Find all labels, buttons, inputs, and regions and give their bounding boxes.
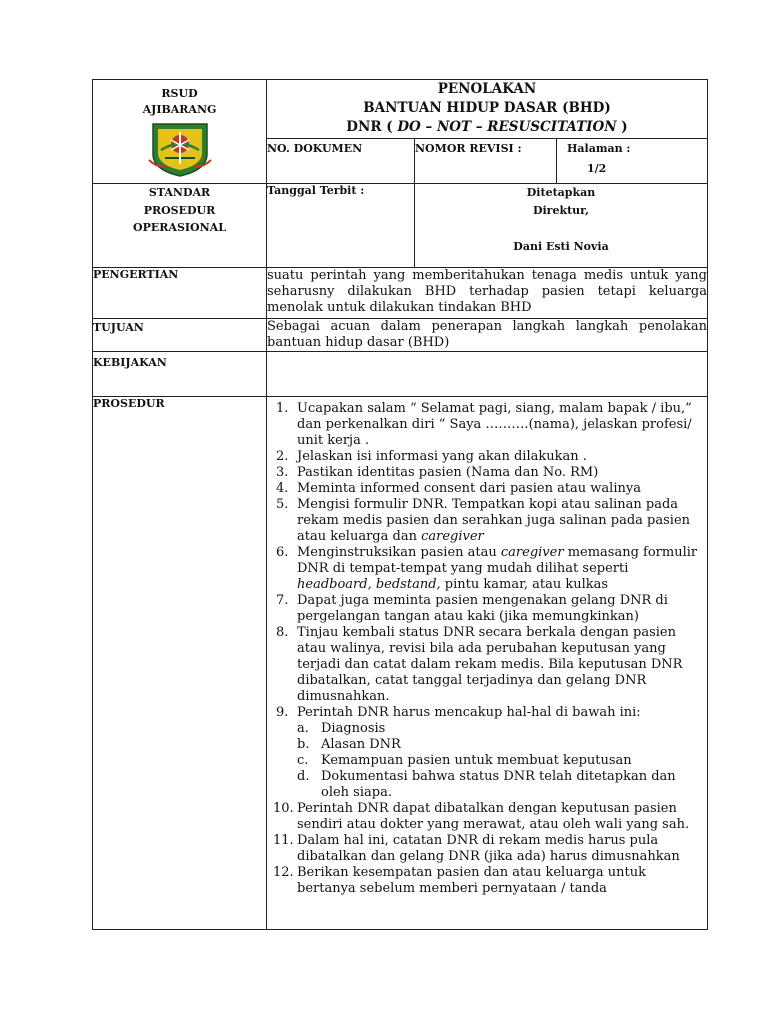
list-item: 11. Dalam hal ini, catatan DNR di rekam medis harus pula dibatalkan dan gelang DNR (jika ada) harus dimusnahkan (273, 833, 680, 864)
tanggal-terbit-label: Tanggal Terbit : (267, 184, 365, 197)
sop-label-line2: PROSEDUR (143, 203, 216, 217)
sublist-item: b. Alasan DNR (297, 737, 401, 752)
nomor-revisi-cell (415, 138, 557, 183)
prosedur-cell (267, 397, 708, 930)
hospital-cell (93, 80, 267, 184)
title-line1: PENOLAKAN (437, 81, 537, 97)
tujuan-label: TUJUAN (93, 319, 267, 352)
list-item: 5. Mengisi formulir DNR. Tempatkan kopi atau salinan pada rekam medis pasien dan serahkan juga salinan pada pasien atau keluarga dan caregiver (276, 497, 691, 544)
list-item: 10. Perintah DNR dapat dibatalkan dengan keputusan pasien sendiri atau dokter yang merawat, atau oleh wali yang sah. (273, 801, 690, 832)
list-item: 12. Berikan kesempatan pasien dan atau keluarga untuk bertanya sebelum memberi pernyataan / tanda (273, 865, 646, 896)
list-item: 7. Dapat juga meminta pasien mengenakan gelang DNR di pergelangan tangan atau kaki (jika memungkinkan) (276, 593, 668, 624)
sublist-item: a. Diagnosis (297, 721, 386, 736)
list-item: 9. Perintah DNR harus mencakup hal-hal di bawah ini: a. Diagnosis b. Alasan DNR c. Kemampuan pasien untuk membuat keputusan d. Dokumentasi bahwa status DNR telah ditetapkan dan oleh siapa. (273, 705, 701, 801)
ditetapkan-label: Ditetapkan (526, 186, 596, 199)
hospital-logo-icon (147, 120, 213, 178)
pengertian-label: PENGERTIAN (93, 268, 267, 319)
direktur-label: Direktur, (532, 204, 590, 217)
prosedur-list (267, 397, 707, 897)
kebijakan-label: KEBIJAKAN (93, 352, 267, 397)
no-dokumen-label: NO. DOKUMEN (267, 141, 363, 155)
sop-document-table (92, 79, 708, 930)
tanggal-terbit-cell (267, 184, 415, 268)
sop-label-cell (93, 184, 267, 268)
nomor-revisi-label: NOMOR REVISI : (415, 141, 522, 155)
halaman-cell (557, 138, 708, 183)
prosedur-label: PROSEDUR (93, 397, 267, 930)
kebijakan-text (267, 352, 708, 397)
list-item: 6. Menginstruksikan pasien atau caregiver memasang formulir DNR di tempat-tempat yang mudah dilihat seperti headboard, bedstand, pintu kamar, atau kulkas (276, 545, 698, 592)
sublist-item: d. Dokumentasi bahwa status DNR telah ditetapkan dan oleh siapa. (297, 769, 676, 800)
halaman-label: Halaman : (567, 141, 631, 155)
director-name: Dani Esti Novia (513, 240, 609, 253)
sublist-item: c. Kemampuan pasien untuk membuat keputusan (297, 753, 632, 768)
tujuan-text: Sebagai acuan dalam penerapan langkah langkah penolakan bantuan hidup dasar (BHD) (267, 319, 707, 350)
list-item: 4. Meminta informed consent dari pasien atau walinya (276, 481, 641, 496)
list-item: 1. Ucapakan salam “ Selamat pagi, siang, malam bapak / ibu,” dan perkenalkan diri “ Saya ……….(nama), jelaskan profesi/ unit kerja . (276, 401, 692, 448)
no-dokumen-cell (267, 138, 415, 183)
sublist (297, 721, 701, 801)
list-item: 2. Jelaskan isi informasi yang akan dilakukan . (276, 449, 587, 464)
title-line3: DNR ( DO – NOT – RESUSCITATION ) (346, 119, 628, 135)
document-title-cell (267, 80, 708, 139)
halaman-value: 1/2 (587, 161, 607, 175)
list-item: 8. Tinjau kembali status DNR secara berkala dengan pasien atau walinya, revisi bila ada perubahan keputusan yang terjadi dan catat dalam rekam medis. Bila keputusan DNR dibatalkan, catat tanggal terjadinya dan gelang DNR dimusnahkan. (276, 625, 683, 704)
pengertian-text: suatu perintah yang memberitahukan tenaga medis untuk yang seharusny dilakukan BHD terhadap pasien tetapi keluarga menolak untuk dilakukan tindakan BHD (267, 268, 708, 319)
ditetapkan-cell (415, 184, 708, 268)
sop-label-line3: OPERASIONAL (133, 221, 226, 234)
hospital-name-line2: AJIBARANG (142, 103, 217, 116)
title-line2: BANTUAN HIDUP DASAR (BHD) (363, 100, 611, 116)
hospital-name-line1: RSUD (161, 87, 198, 100)
sop-label-line1: STANDAR (148, 186, 211, 199)
list-item: 3. Pastikan identitas pasien (Nama dan No. RM) (276, 465, 599, 480)
